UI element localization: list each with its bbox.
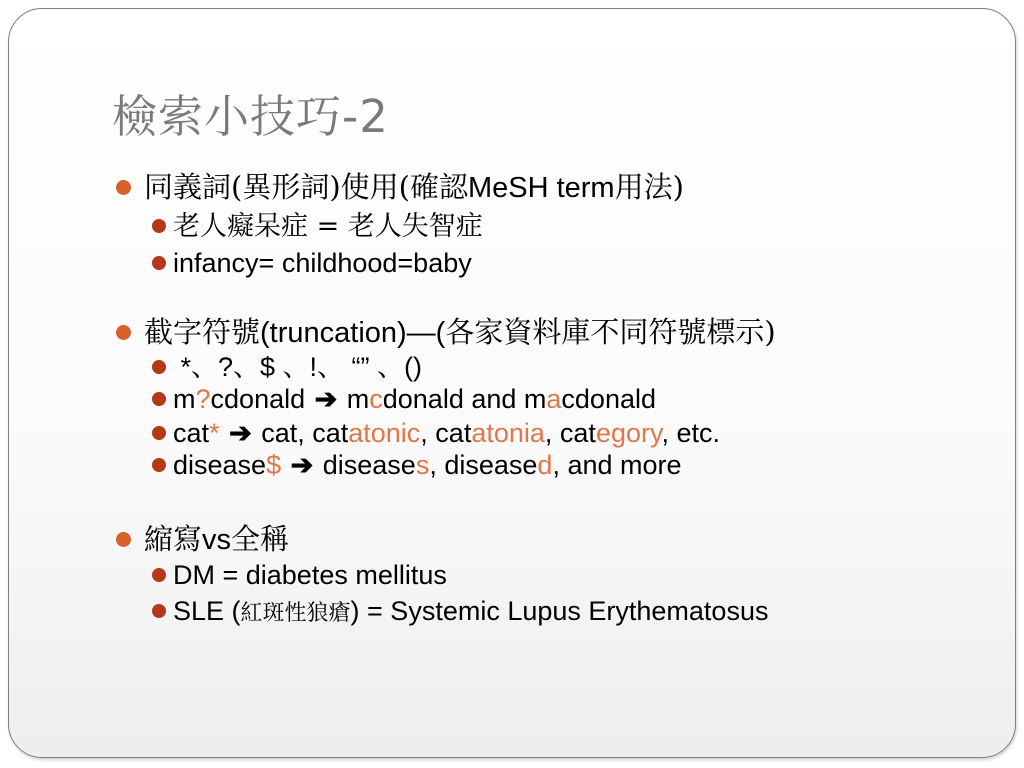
dementia-text: 老人癡呆症 = 老人失智症: [173, 211, 483, 242]
bullet-dot: [116, 532, 131, 547]
text-segment: cdonald: [561, 384, 656, 414]
sub-bullet-cat: [152, 416, 720, 450]
bullet-abbreviation: [116, 522, 289, 556]
bullet-dot: [152, 256, 166, 270]
highlight-segment: c: [369, 384, 383, 414]
arrow-right-icon: ➔: [229, 418, 252, 448]
truncation-english: (truncation)—(: [260, 317, 446, 349]
text-segment: SLE (: [173, 596, 241, 626]
mesh-term-text: MeSH term: [467, 172, 615, 204]
bullet-dot: [152, 219, 166, 233]
bullet-dot: [152, 392, 166, 406]
text-segment: m: [173, 384, 196, 414]
text-segment: m: [339, 384, 370, 414]
bullet-dot: [116, 180, 131, 195]
bullet-dot: [152, 604, 166, 618]
sub-bullet-disease: [152, 448, 682, 482]
bullet-synonyms: [116, 170, 684, 204]
highlight-segment: a: [546, 384, 562, 414]
highlight-segment: d: [537, 450, 553, 480]
sub-bullet-dm: [152, 558, 447, 592]
highlight-segment: $: [266, 450, 282, 480]
abbreviation-label: 縮寫: [144, 522, 203, 556]
text-segment: , disease: [429, 450, 538, 480]
truncation-note: 各家資料庫不同符號標示): [445, 315, 776, 349]
text-segment: donald and m: [382, 384, 547, 414]
text-segment: , cat: [420, 418, 472, 448]
text-segment: [220, 418, 228, 448]
text-segment: , etc.: [661, 418, 721, 448]
bullet-dot: [116, 325, 131, 340]
bullet-dot: [152, 360, 166, 374]
sub-bullet-sle: [152, 594, 768, 628]
vs-text: vs: [202, 524, 232, 556]
highlight-segment: *: [209, 418, 220, 448]
sub-bullet-mcdonald: [152, 382, 656, 416]
text-segment: ) = Systemic Lupus Erythematosus: [350, 596, 769, 626]
dm-text: DM = diabetes mellitus: [173, 560, 447, 590]
text-segment: , cat: [544, 418, 596, 448]
sub-bullet-infancy: [152, 246, 472, 280]
bullet-dot: [152, 458, 166, 472]
slide-title: 檢索小技巧-2: [112, 90, 389, 143]
arrow-right-icon: ➔: [314, 384, 338, 414]
highlight-segment: s: [415, 450, 430, 480]
sle-chinese-text: 紅斑性狼瘡: [240, 601, 351, 626]
symbols-text: *、?、$ 、!、 “” 、(): [173, 352, 423, 382]
infancy-text: infancy= childhood=baby: [173, 248, 472, 278]
highlight-segment: atonic: [348, 418, 421, 448]
arrow-right-icon: ➔: [290, 450, 314, 480]
text-segment: cat, cat: [253, 418, 349, 448]
synonyms-label: 同義詞(異形詞)使用(確認: [144, 170, 468, 204]
text-segment: [281, 450, 289, 480]
usage-text: 用法): [614, 170, 684, 204]
bullet-dot: [152, 426, 166, 440]
sub-bullet-symbols: [152, 350, 422, 384]
truncation-label: 截字符號: [144, 315, 261, 349]
fullname-label: 全稱: [231, 522, 290, 556]
highlight-segment: ?: [195, 384, 211, 414]
highlight-segment: egory: [595, 418, 662, 448]
text-segment: cdonald: [210, 384, 313, 414]
text-segment: disease: [173, 450, 267, 480]
text-segment: disease: [315, 450, 416, 480]
bullet-dot: [152, 568, 166, 582]
sub-bullet-dementia: [152, 210, 483, 244]
highlight-segment: atonia: [471, 418, 545, 448]
text-segment: cat: [173, 418, 210, 448]
text-segment: , and more: [552, 450, 682, 480]
bullet-truncation: [116, 315, 776, 349]
